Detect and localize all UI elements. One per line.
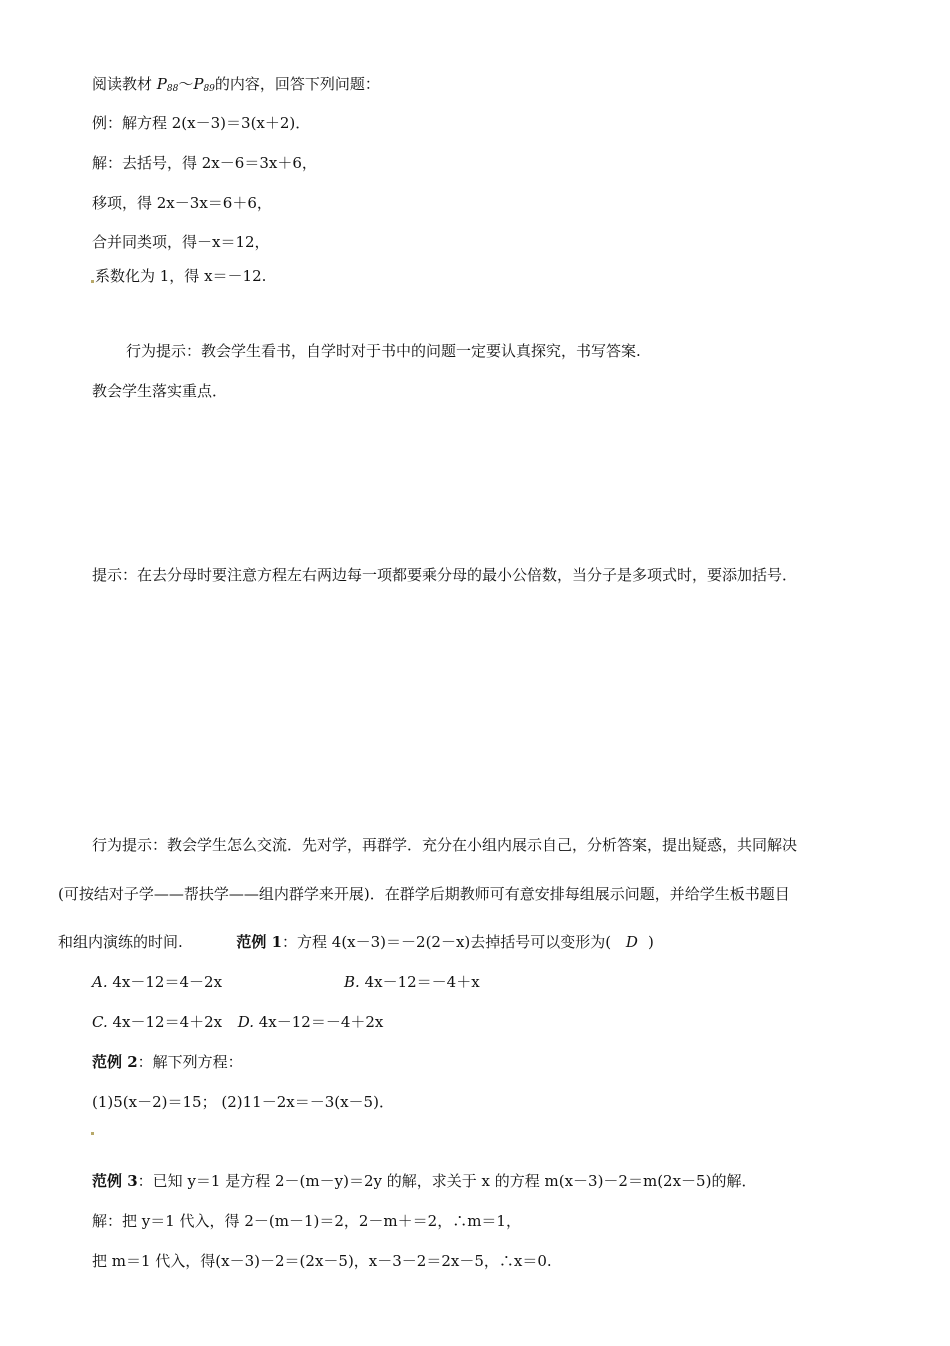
example-step-2: 移项，得 2x－3x＝6＋6， <box>92 194 272 212</box>
example-3-label: 范例 3 <box>92 1172 138 1190</box>
option-c-text: 4x－12＝4＋2x <box>112 1013 223 1031</box>
example-2-equations: (1)5(x－2)＝15； (2)11－2x＝－3(x－5)． <box>92 1093 394 1111</box>
example-2-text: ：解下列方程： <box>137 1053 243 1071</box>
example-1-close: ) <box>647 933 654 951</box>
example-step-1: 解：去括号，得 2x－6＝3x＋6， <box>92 154 317 172</box>
behavior-hint-2-line1: 行为提示：教会学生怎么交流．先对学，再群学．充分在小组内展示自己，分析答案，提出疑惑，共同解决 <box>92 836 798 854</box>
example-3-text: ：已知 y＝1 是方程 2－(m－y)＝2y 的解，求关于 x 的方程 m(x－3)－2＝m(2x－5)的解． <box>137 1172 757 1190</box>
tip-text: 提示：在去分母时要注意方程左右两边每一项都要乘分母的最小公倍数，当分子是多项式时，要添加括号． <box>92 566 798 584</box>
page-letter-start: P <box>156 75 167 93</box>
behavior-hint-1-line2: 教会学生落实重点． <box>92 382 228 400</box>
example-2 <box>92 1052 243 1072</box>
option-c-d <box>92 1012 383 1032</box>
edit-mark-row <box>90 1118 95 1138</box>
behavior-hint-2-line3-row <box>58 932 654 952</box>
example-problem: 例：解方程 2(x－3)＝3(x＋2)． <box>92 114 311 132</box>
reading-prefix: 阅读教材 <box>92 75 153 93</box>
option-a-letter: A. <box>92 973 108 991</box>
reading-suffix: 的内容，回答下列问题： <box>214 75 380 93</box>
option-a <box>92 972 222 992</box>
behavior-hint-2-line2: (可按结对子学——帮扶学——组内群学来开展)．在群学后期教师可有意安排每组展示问题，并给学生板书题目 <box>58 885 790 903</box>
example-step-3: 合并同类项，得－x＝12， <box>92 233 270 251</box>
option-d-text: 4x－12＝－4＋2x <box>258 1013 384 1031</box>
example-3-solution-1: 解：把 y＝1 代入，得 2－(m－1)＝2，2－m＋＝2，∴m＝1， <box>92 1212 521 1230</box>
example-1-text: ：方程 4(x－3)＝－2(2－x)去掉括号可以变形为( <box>282 933 612 951</box>
reading-instruction <box>92 74 380 99</box>
behavior-hint-2-line3: 和组内演练的时间. <box>58 933 183 951</box>
example-3-solution-2: 把 m＝1 代入，得(x－3)－2＝(2x－5)，x－3－2＝2x－5，∴x＝0. <box>92 1252 552 1270</box>
example-3 <box>92 1171 756 1191</box>
option-b <box>344 972 480 992</box>
option-d-letter: D. <box>237 1013 254 1031</box>
behavior-hint-1: 行为提示：教会学生看书，自学时对于书中的问题一定要认真探究，书写答案. <box>126 342 641 360</box>
option-a-text: 4x－12＝4－2x <box>112 973 223 991</box>
page-end-number: 89 <box>203 84 215 94</box>
page-letter-end: P <box>193 75 204 93</box>
option-c-letter: C. <box>92 1013 108 1031</box>
option-b-text: 4x－12＝－4＋x <box>364 973 480 991</box>
edit-mark <box>91 280 94 283</box>
edit-mark <box>91 1132 94 1135</box>
example-1-answer: D <box>625 933 638 951</box>
example-step-4-row <box>90 266 266 286</box>
example-2-label: 范例 2 <box>92 1053 138 1071</box>
tilde: ～ <box>178 75 194 93</box>
page-start-number: 88 <box>166 84 179 94</box>
option-b-letter: B. <box>344 973 360 991</box>
example-1-label: 范例 1 <box>236 933 283 951</box>
example-step-4: 系数化为 1，得 x＝－12. <box>95 267 267 285</box>
